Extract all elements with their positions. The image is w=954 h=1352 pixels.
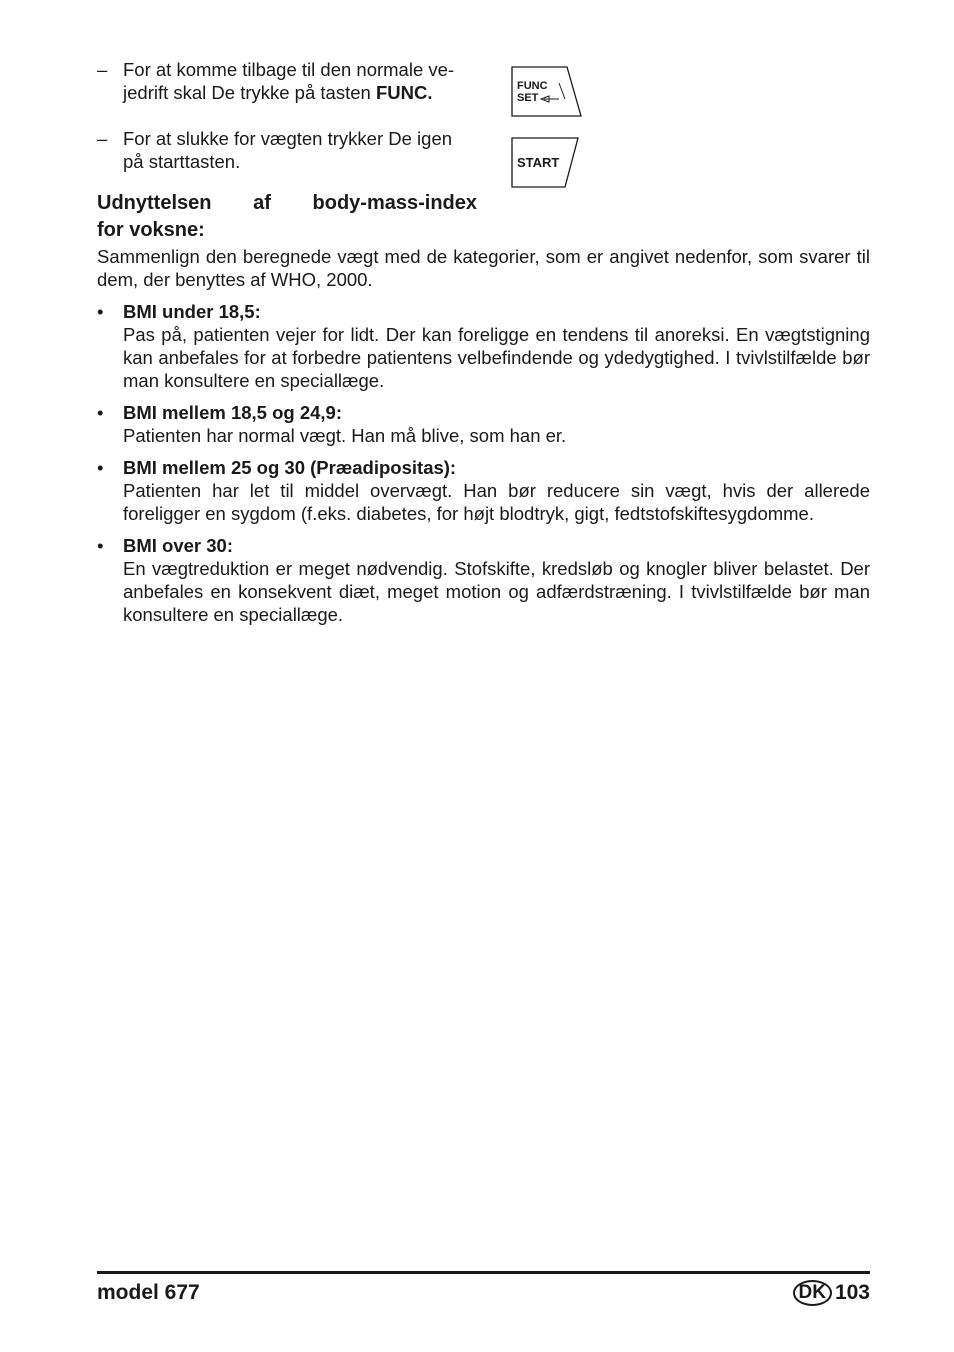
bullet-dot: •	[97, 402, 104, 423]
section-intro: Sammenlign den beregnede vægt med de kategorier, som er angivet nedenfor, som svarer til dem, der benyttes af WHO, 2000.	[97, 246, 870, 290]
bmi-category-text: Patienten har let til middel overvægt. Han bør reducere sin vægt, hvis der allerede foreligger en sygdom (f.eks. diabetes, for højt blodtryk, gigt, fedtstofskiftesygdomme.	[123, 480, 870, 524]
list-item	[97, 456, 870, 525]
footer-divider	[97, 1271, 870, 1274]
country-badge: DK	[793, 1280, 832, 1306]
func-set-key-illustration	[511, 66, 583, 118]
bmi-category-title: BMI mellem 18,5 og 24,9:	[123, 402, 343, 423]
footer-model: model 677	[97, 1281, 200, 1304]
bmi-category-text: Pas på, patienten vejer for lidt. Der kan foreligge en tendens til anoreksi. En vægtstigning kan anbefales for at forbedre patientens velbefindende og ydedygtighed. I tvivlstilfælde bør man konsultere en speciallæge.	[123, 324, 870, 391]
heading-line-2: for voksne:	[97, 219, 205, 241]
page-number: 103	[834, 1281, 870, 1304]
dash-marker: –	[97, 59, 108, 80]
bullet-dot: •	[97, 301, 104, 322]
list-item	[97, 534, 870, 626]
bmi-category-title: BMI under 18,5:	[123, 301, 261, 322]
bullet-dot: •	[97, 535, 104, 556]
bullet-dot: •	[97, 457, 104, 478]
bmi-category-list	[97, 300, 870, 635]
start-key-illustration	[511, 137, 581, 189]
instruction-return-to-weighing	[97, 58, 477, 104]
start-key-label: START	[517, 155, 560, 170]
list-item	[97, 401, 870, 447]
bmi-category-title: BMI over 30:	[123, 535, 234, 556]
bmi-category-text: En vægtreduktion er meget nødvendig. Stofskifte, kredsløb og knogler bliver belastet. Der anbefales en konsekvent diæt, meget motion og adfærdstræning. I tvivlstilfælde bør man konsultere en speciallæge.	[123, 558, 870, 625]
heading-word: af	[253, 192, 271, 214]
set-key-label: SET	[517, 92, 539, 104]
func-key-reference: FUNC.	[375, 82, 433, 103]
func-key-label: FUNC	[517, 80, 548, 92]
bmi-category-text: Patienten har normal vægt. Han må blive, som han er.	[123, 425, 567, 446]
section-heading	[97, 190, 477, 244]
bmi-category-title: BMI mellem 25 og 30 (Præadipositas):	[123, 457, 457, 478]
list-item	[97, 300, 870, 392]
instruction-text: For at slukke for vægten trykker De igen på starttasten.	[123, 128, 453, 172]
instruction-switch-off	[97, 127, 477, 173]
heading-word: body-mass-index	[312, 192, 477, 214]
footer-page-info	[793, 1280, 871, 1306]
instruction-text: For at komme tilbage til den normale ve-jedrift skal De trykke på tasten FUNC.	[123, 59, 455, 103]
heading-word: Udnyttelsen	[97, 192, 212, 214]
dash-marker: –	[97, 128, 108, 149]
